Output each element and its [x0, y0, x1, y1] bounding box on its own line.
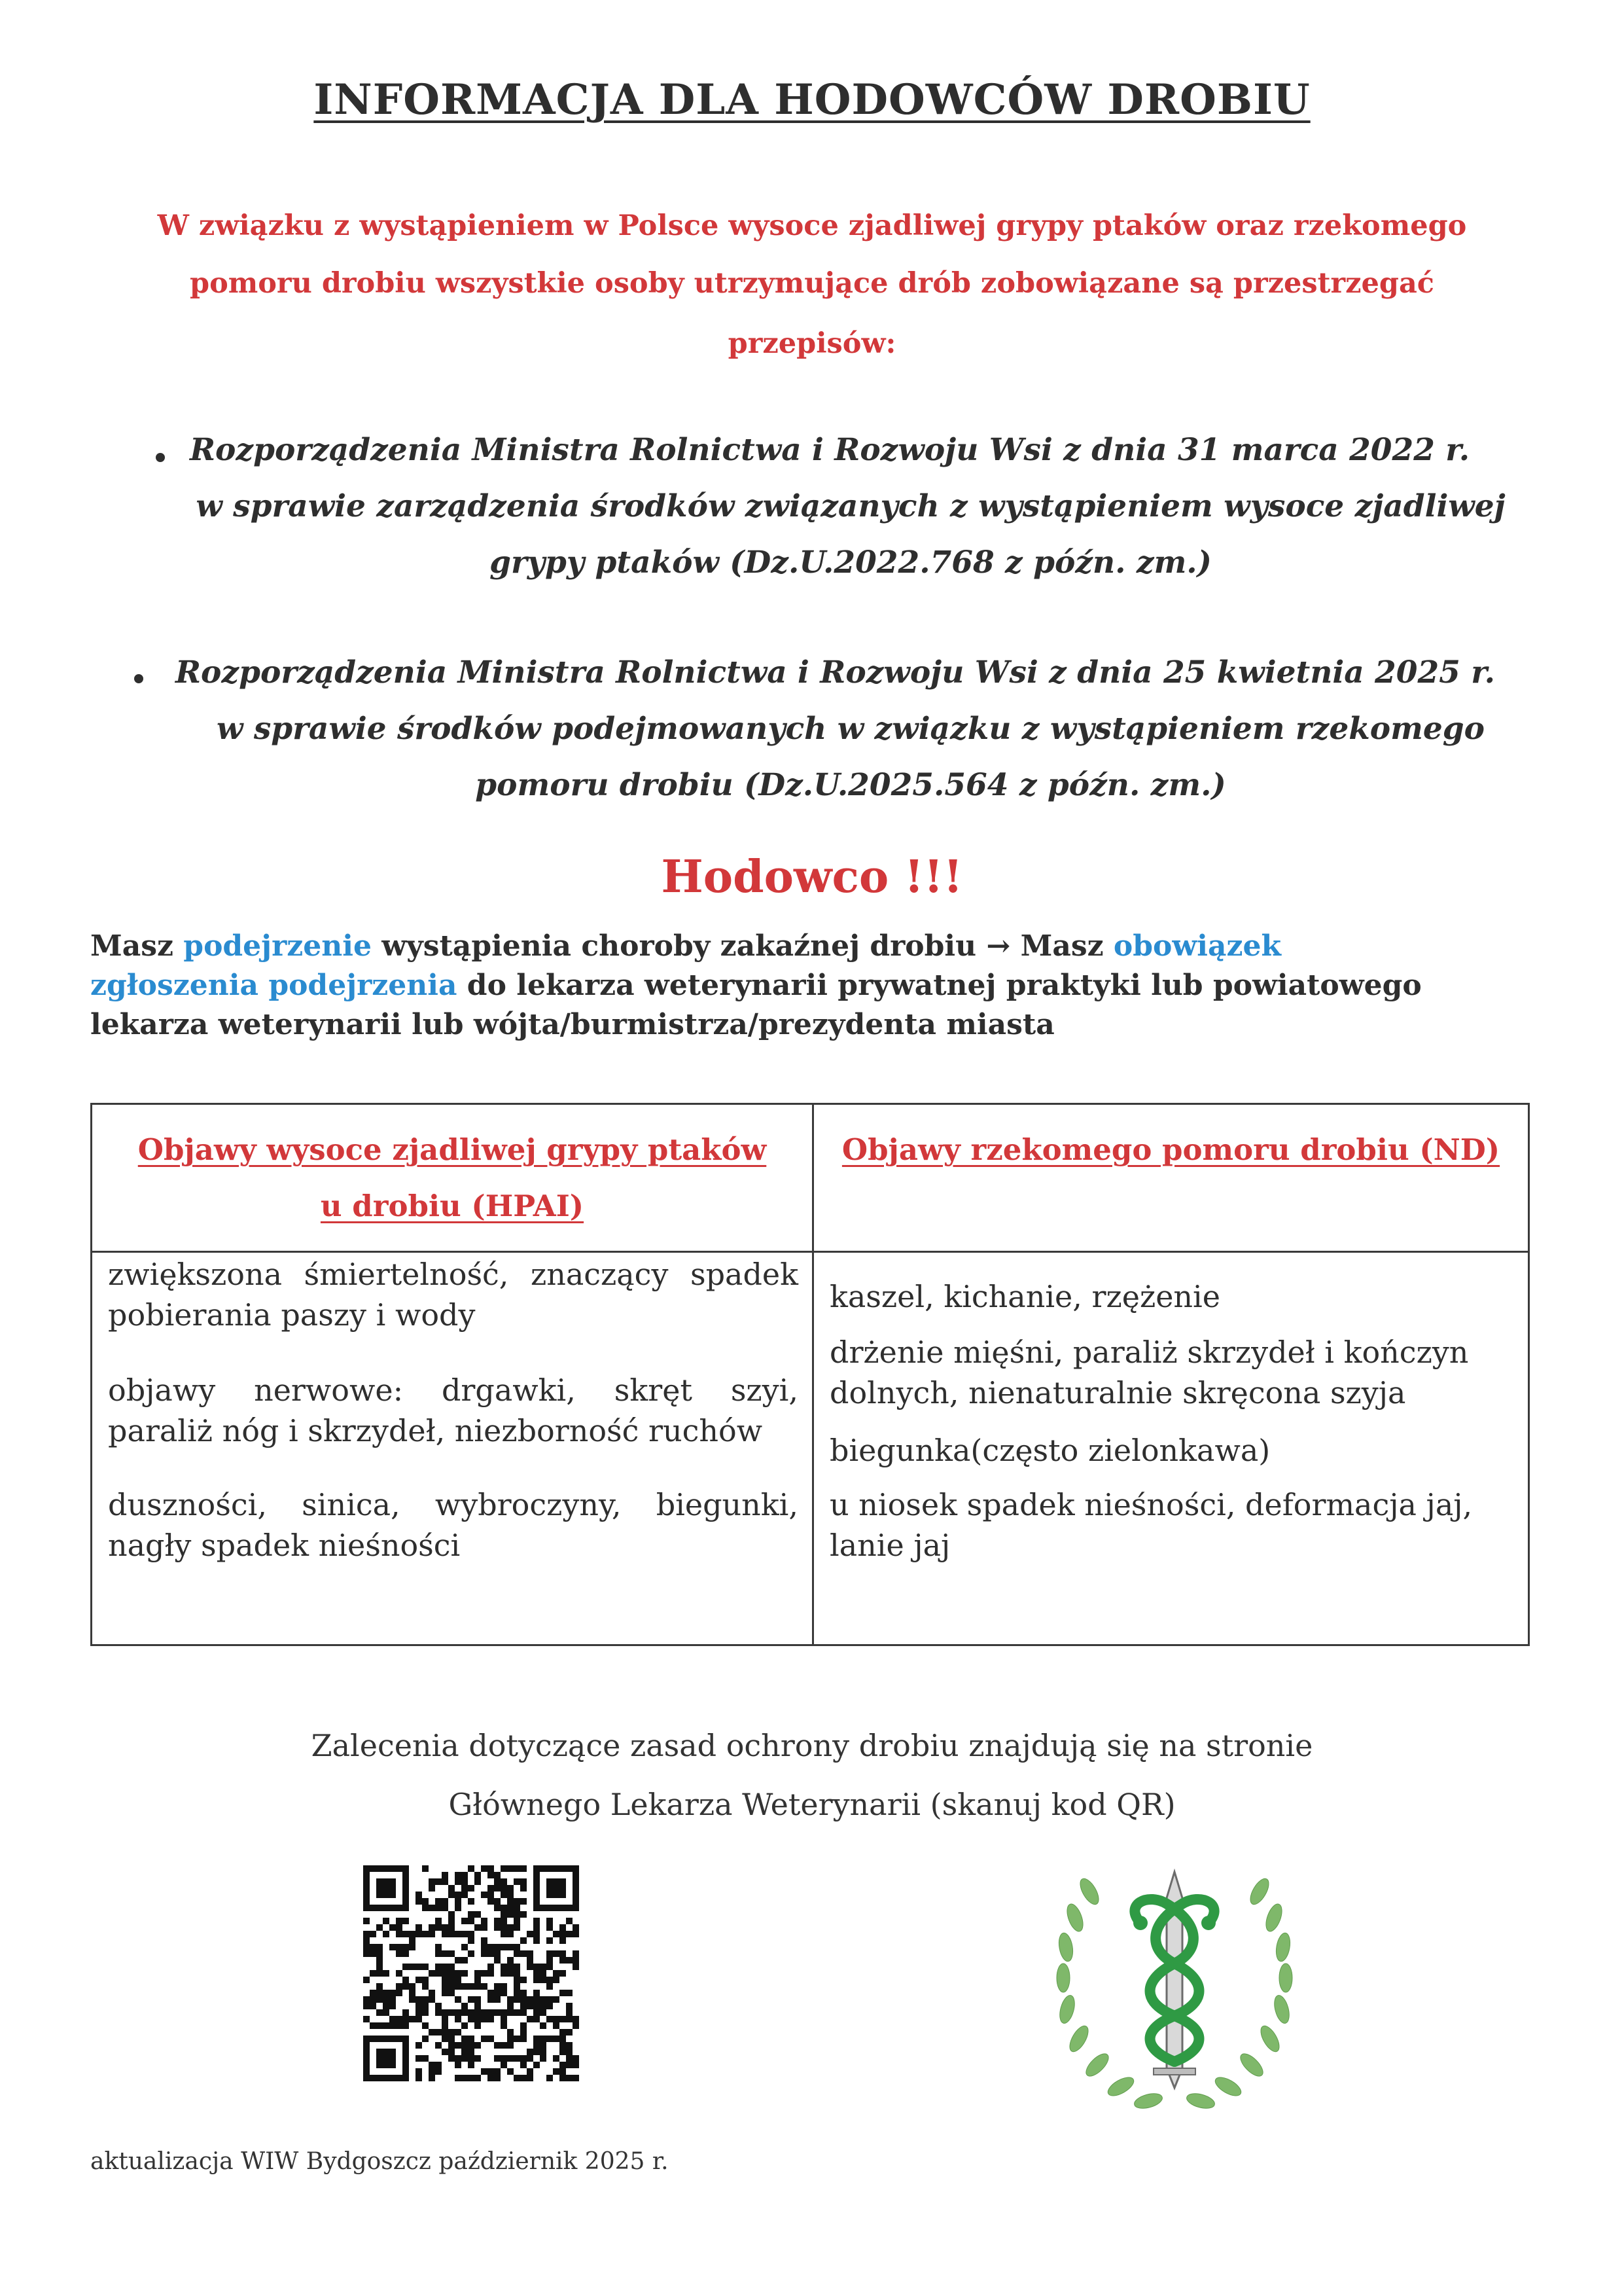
- nd-symptom-3: biegunka(często zielonkawa): [830, 1433, 1271, 1468]
- nd-header: Objawy rzekomego pomoru drobiu (ND): [841, 1132, 1500, 1167]
- recommendation-line-2: Głównego Lekarza Weterynarii (skanuj kod QR): [448, 1787, 1176, 1822]
- hpai-symptom-3: duszności, sinica, wybroczyny, biegunki, nagły spadek nieśności: [108, 1487, 798, 1563]
- hpai-symptom-1: zwiększona śmiertelność, znaczący spadek pobierania paszy i wody: [108, 1257, 798, 1333]
- table-header-divider: [92, 1251, 1528, 1253]
- duty-line-1: Masz podejrzenie wystąpienia choroby zakaźnej drobiu → Masz obowiązek: [90, 929, 1281, 963]
- symptoms-table: [90, 1103, 1530, 1646]
- bullet-2: [134, 674, 143, 683]
- regulation-2-line-2: w sprawie środków podejmowanych w związku z wystąpieniem rzekomego: [217, 711, 1485, 747]
- bullet-1: [156, 453, 165, 462]
- table-column-divider: [812, 1105, 814, 1644]
- intro-line-2: pomoru drobiu wszystkie osoby utrzymujące drób zobowiązane są przestrzegać: [190, 267, 1434, 300]
- regulation-2-line-3: pomoru drobiu (Dz.U.2025.564 z późn. zm.): [475, 767, 1226, 803]
- regulation-1-line-1: Rozporządzenia Ministra Rolnictwa i Rozwoju Wsi z dnia 31 marca 2022 r.: [190, 432, 1470, 468]
- hpai-header-line-1: Objawy wysoce zjadliwej grypy ptaków: [137, 1132, 767, 1167]
- nd-symptom-2: drżenie mięśni, paraliż skrzydeł i kończyn dolnych, nienaturalnie skręcona szyja: [830, 1335, 1469, 1410]
- qr-code-icon[interactable]: [363, 1865, 579, 2081]
- page-title: INFORMACJA DLA HODOWCÓW DROBIU: [313, 75, 1311, 124]
- update-note: aktualizacja WIW Bydgoszcz październik 2025 r.: [90, 2148, 669, 2175]
- recommendation-line-1: Zalecenia dotyczące zasad ochrony drobiu znajdują się na stronie: [311, 1728, 1313, 1763]
- regulation-1-line-3: grypy ptaków (Dz.U.2022.768 z późn. zm.): [489, 545, 1212, 581]
- intro-line-3: przepisów:: [728, 327, 896, 360]
- hpai-header-line-2: u drobiu (HPAI): [320, 1189, 584, 1223]
- veterinary-emblem-icon: [1044, 1852, 1305, 2121]
- alert-heading: Hodowco !!!: [661, 851, 963, 903]
- duty-line-2: zgłoszenia podejrzenia do lekarza weterynarii prywatnej praktyki lub powiatowego: [90, 969, 1422, 1002]
- intro-line-1: W związku z wystąpieniem w Polsce wysoce zjadliwej grypy ptaków oraz rzekomego: [157, 209, 1467, 242]
- duty-line-3: lekarza weterynarii lub wójta/burmistrza/prezydenta miasta: [90, 1008, 1055, 1041]
- regulation-2-line-1: Rozporządzenia Ministra Rolnictwa i Rozwoju Wsi z dnia 25 kwietnia 2025 r.: [175, 655, 1496, 691]
- nd-symptom-4: u niosek spadek nieśności, deformacja jaj, lanie jaj: [830, 1487, 1473, 1563]
- nd-symptom-1: kaszel, kichanie, rzężenie: [830, 1279, 1220, 1314]
- regulation-1-line-2: w sprawie zarządzenia środków związanych z wystąpieniem wysoce zjadliwej: [196, 488, 1506, 524]
- hpai-symptom-2: objawy nerwowe: drgawki, skręt szyi, paraliż nóg i skrzydeł, niezborność ruchów: [108, 1372, 798, 1448]
